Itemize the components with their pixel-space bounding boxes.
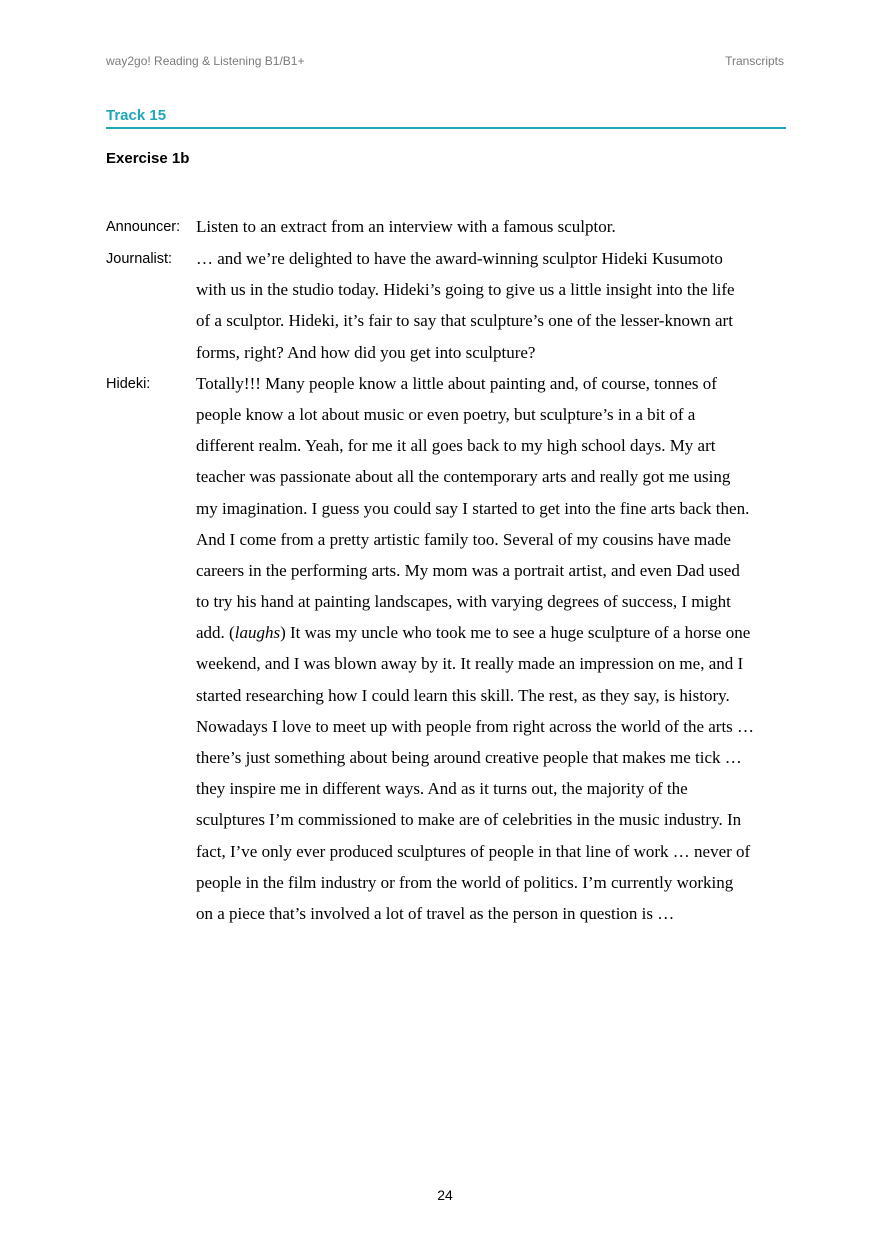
speech-text [196,368,786,929]
header-book-title: way2go! Reading & Listening B1/B1+ [106,54,305,68]
exercise-title: Exercise 1b [106,150,190,167]
speech-line: on a piece that’s involved a lot of travel as the person in question is … [196,903,675,923]
speech-line: Nowadays I love to meet up with people from right across the world of the arts … [196,716,755,736]
transcript-entry-announcer [106,211,786,243]
speech-line: fact, I’ve only ever produced sculptures of people in that line of work … never of [196,841,751,861]
speech-line: people know a lot about music or even poetry, but sculpture’s in a bit of a [196,404,696,424]
transcript [106,211,786,929]
speech-line: … and we’re delighted to have the award-winning sculptor Hideki Kusumoto [196,249,723,268]
speech-line: people in the film industry or from the world of politics. I’m currently working [196,872,734,892]
speech-line: careers in the performing arts. My mom was a portrait artist, and even Dad used [196,560,740,580]
speech-line: different realm. Yeah, for me it all goes back to my high school days. My art [196,436,716,456]
track-title: Track 15 [106,106,786,129]
speech-line: of a sculptor. Hideki, it’s fair to say that sculpture’s one of the lesser-known art [196,311,733,331]
speech-line: they inspire me in different ways. And as it turns out, the majority of the [196,779,688,799]
speech-line: teacher was passionate about all the contemporary arts and really got me using [196,467,731,487]
speech-segment: ) It was my uncle who took me to see a huge sculpture of a horse one [280,623,751,643]
speaker-label: Journalist: [106,251,173,267]
speech-line: Totally!!! Many people know a little about painting and, of course, tonnes of [196,373,717,393]
speech-line: with us in the studio today. Hideki’s going to give us a little insight into the life [196,280,735,300]
speaker-label: Announcer: [106,219,181,235]
speech-line: sculptures I’m commissioned to make are of celebrities in the music industry. In [196,810,742,830]
speech-line: started researching how I could learn this skill. The rest, as they say, is history. [196,685,730,705]
speech-segment: add. ( [196,623,235,643]
speech-text [196,211,786,243]
speech-line: Listen to an extract from an interview with a famous sculptor. [196,217,616,236]
speech-line: to try his hand at painting landscapes, with varying degrees of success, I might [196,592,731,612]
page-number: 24 [437,1187,453,1203]
header-section-title: Transcripts [725,54,784,68]
speech-line: And I come from a pretty artistic family too. Several of my cousins have made [196,529,731,549]
speech-line: there’s just something about being around creative people that makes me tick … [196,748,742,767]
speech-line-laughs [196,617,786,648]
speech-line: my imagination. I guess you could say I started to get into the fine arts back then. [196,498,750,518]
transcript-entry-hideki [106,368,786,929]
speech-line: forms, right? And how did you get into sculpture? [196,342,536,362]
stage-direction: laughs [234,623,281,643]
transcript-entry-journalist [106,243,786,368]
speech-line: weekend, and I was blown away by it. It really made an impression on me, and I [196,654,744,674]
speech-text [196,243,786,368]
speaker-label: Hideki: [106,375,151,392]
